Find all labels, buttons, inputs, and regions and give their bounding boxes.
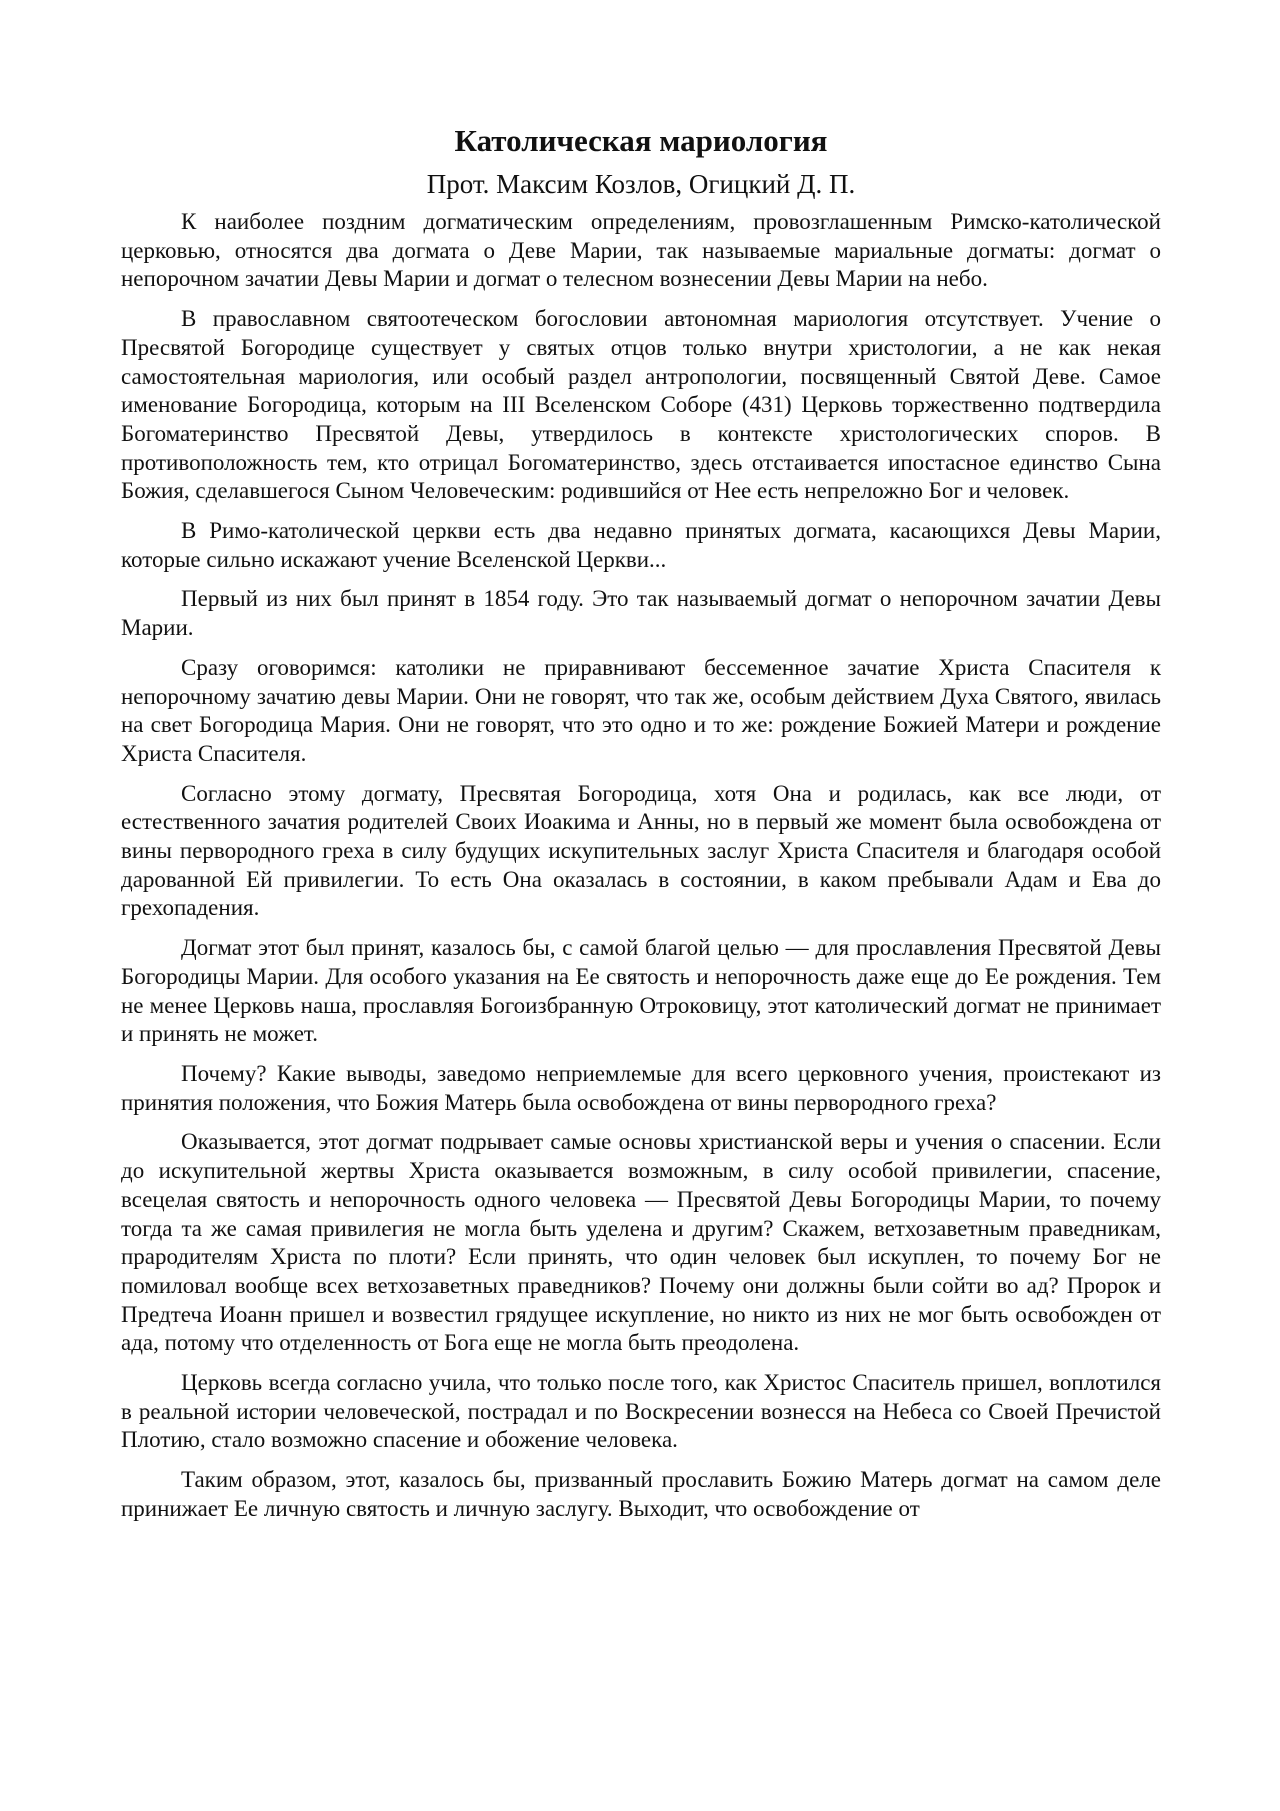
paragraph: Оказывается, этот догмат подрывает самые основы христианской веры и учения о спасении. Если до искупительной жертвы Христа оказывается возможным, в силу особой привилегии, спасение, всецелая святость и непорочность одного человека — Пресвятой Девы Богородицы Марии, то почему тогда та же самая привилегия не могла быть уделена и другим? Скажем, ветхозаветным праведникам, прародителям Христа по плоти? Если принять, что один человек был искуплен, то почему Бог не помиловал вообще всех ветхозаветных праведников? Почему они должны были сойти во ад? Пророк и Предтеча Иоанн пришел и возвестил грядущее искупление, но никто из них не мог быть освобожден от ада, потому что отделенность от Бога еще не могла быть преодолена.	[121, 1129, 1161, 1356]
paragraph: К наиболее поздним догматическим определениям, провозглашенным Римско-католической церковью, относятся два догмата о Деве Марии, так называемые мариальные догматы: догмат о непорочном зачатии Девы Марии и догмат о телесном вознесении Девы Марии на небо.	[121, 209, 1161, 292]
document-title: Католическая мариология	[454, 123, 828, 158]
document-page	[121, 118, 1161, 1535]
paragraph: Почему? Какие выводы, заведомо неприемлемые для всего церковного учения, проистекают из принятия положения, что Божия Матерь была освобождена от вины первородного греха?	[121, 1060, 1161, 1115]
paragraph: Таким образом, этот, казалось бы, призванный прославить Божию Матерь догмат на самом деле принижает Ее личную святость и личную заслугу. Выходит, что освобождение от	[121, 1467, 1161, 1521]
paragraph: В православном святоотеческом богословии автономная мариология отсутствует. Учение о Пресвятой Богородице существует у святых отцов только внутри христологии, а не как некая самостоятельная мариология, или особый раздел антропологии, посвященный Святой Деве. Самое именование Богородица, которым на III Вселенском Соборе (431) Церковь торжественно подтвердила Богоматеринство Пресвятой Девы, утвердилось в контексте христологических споров. В противоположность тем, кто отрицал Богоматеринство, здесь отстаивается ипостасное единство Сына Божия, сделавшегося Сыном Человеческим: родившийся от Нее есть непреложно Бог и человек.	[121, 306, 1161, 504]
document-authors: Прот. Максим Козлов, Огицкий Д. П.	[426, 169, 856, 199]
paragraph: В Римо-католической церкви есть два недавно принятых догмата, касающихся Девы Марии, которые сильно искажают учение Вселенской Церкви...	[121, 518, 1161, 572]
paragraph: Сразу оговоримся: католики не приравнивают бессеменное зачатие Христа Спасителя к непорочному зачатию девы Марии. Они не говорят, что так же, особым действием Духа Святого, явилась на свет Богородица Мария. Они не говорят, что это одно и то же: рождение Божией Матери и рождение Христа Спасителя.	[121, 654, 1161, 766]
paragraph: Первый из них был принят в 1854 году. Это так называемый догмат о непорочном зачатии Девы Марии.	[121, 586, 1161, 641]
paragraph: Церковь всегда согласно учила, что только после того, как Христос Спаситель пришел, воплотился в реальной истории человеческой, пострадал и по Воскресении вознесся на Небеса со Своей Пречистой Плотию, стало возможно спасение и обожение человека.	[121, 1370, 1161, 1453]
paragraph: Догмат этот был принят, казалось бы, с самой благой целью — для прославления Пресвятой Девы Богородицы Марии. Для особого указания на Ее святость и непорочность даже еще до Ее рождения. Тем не менее Церковь наша, прославляя Богоизбранную Отроковицу, этот католический догмат не принимает и принять не может.	[121, 935, 1161, 1047]
paragraph: Согласно этому догмату, Пресвятая Богородица, хотя Она и родилась, как все люди, от естественного зачатия родителей Своих Иоакима и Анны, но в первый же момент была освобождена от вины первородного греха в силу будущих искупительных заслуг Христа Спасителя и благодаря особой дарованной Ей привилегии. То есть Она оказалась в состоянии, в каком пребывали Адам и Ева до грехопадения.	[121, 780, 1161, 921]
